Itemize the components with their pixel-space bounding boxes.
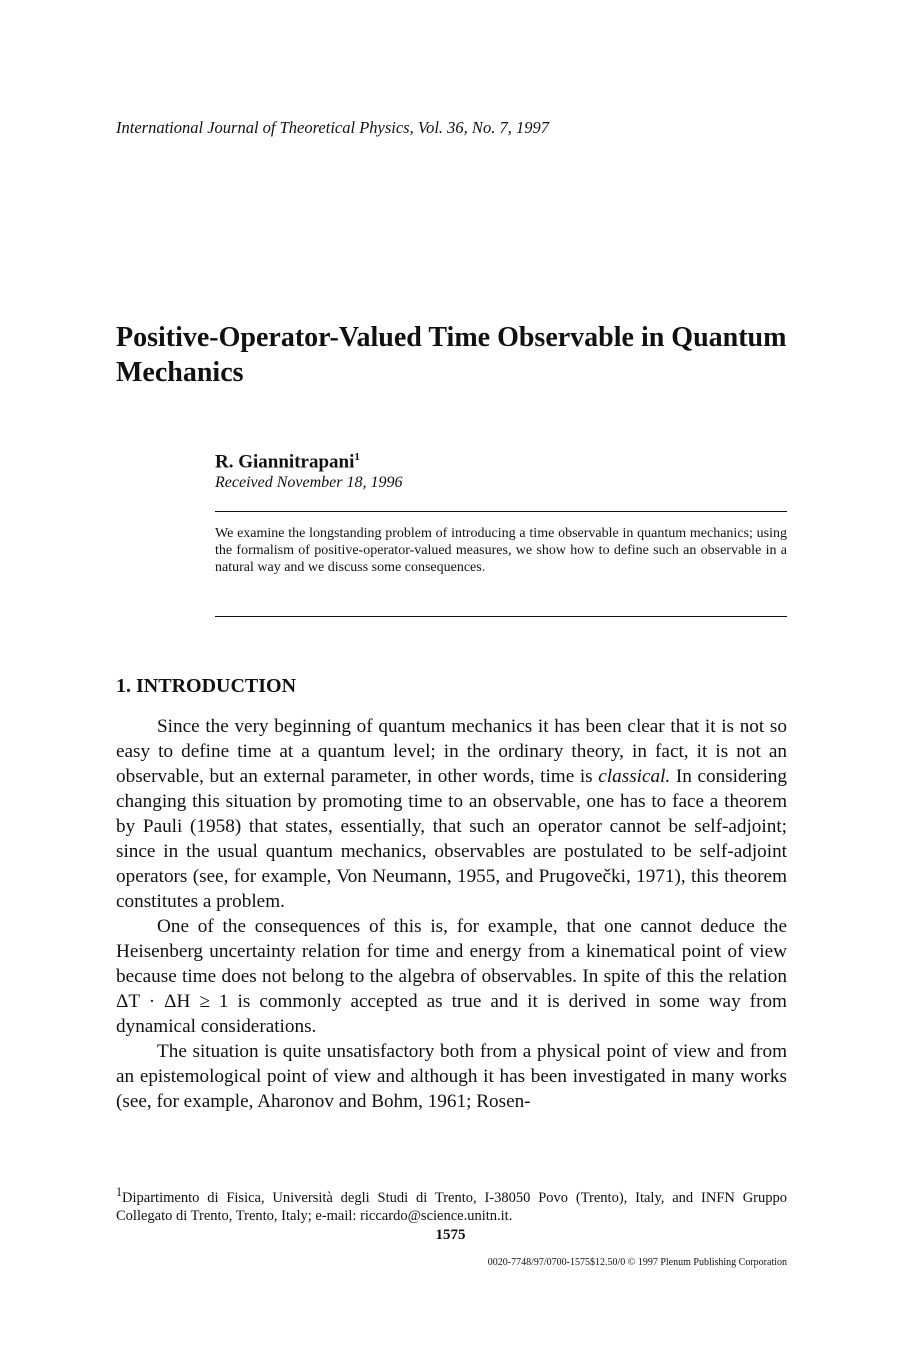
body-text bbox=[116, 714, 787, 1114]
emphasis-classical: classical. bbox=[598, 766, 671, 787]
received-date: Received November 18, 1996 bbox=[215, 474, 403, 491]
paragraph-1-text-b: In considering changing this situation by promoting time to an observable, one has to face a theorem by Pauli (1958) that states, essentially, that such an operator cannot be self-adjoint; since in the usual quantum mechanics, observables are postulated to be self-adjoint operators (see, for example, Von Neumann, 1955, and Prugovečki, 1971), this theorem constitutes a problem. bbox=[116, 766, 787, 912]
abstract-top-rule bbox=[215, 511, 787, 512]
paragraph-3: The situation is quite unsatisfactory both from a physical point of view and from an epistemological point of view and although it has been investigated in many works (see, for example, Aharonov and Bohm, 1961; Rosen- bbox=[116, 1041, 787, 1112]
paper-title: Positive-Operator-Valued Time Observable in Quantum Mechanics bbox=[116, 322, 787, 388]
footnote bbox=[116, 1183, 787, 1225]
page-number: 1575 bbox=[435, 1227, 466, 1243]
author-name: R. Giannitrapani bbox=[215, 451, 355, 473]
abstract: We examine the longstanding problem of introducing a time observable in quantum mechanics; using the formalism of positive-operator-valued measures, we show how to define such an observable in a natural way and we discuss some consequences. bbox=[215, 526, 787, 575]
journal-header: International Journal of Theoretical Physics, Vol. 36, No. 7, 1997 bbox=[116, 118, 549, 137]
paragraph-1 bbox=[116, 714, 787, 914]
paragraph-1-text-a: Since the very beginning of quantum mechanics it has been clear that it is not so easy to define time at a quantum level; in the ordinary theory, in fact, it is not an observable, but an external parameter, in other words, time is bbox=[116, 716, 787, 787]
copyright-line: 0020-7748/97/0700-1575$12.50/0 © 1997 Plenum Publishing Corporation bbox=[487, 1257, 787, 1268]
paragraph-2: One of the consequences of this is, for example, that one cannot deduce the Heisenberg uncertainty relation for time and energy from a kinematical point of view because time does not belong to the algebra of observables. In spite of this the relation ΔT · ΔH ≥ 1 is commonly accepted as true and it is derived in some way from dynamical considerations. bbox=[116, 916, 787, 1037]
author-line bbox=[215, 451, 360, 473]
section-heading: 1. INTRODUCTION bbox=[116, 675, 297, 697]
abstract-bottom-rule bbox=[215, 616, 787, 617]
footnote-text: Dipartimento di Fisica, Università degli Studi di Trento, I-38050 Povo (Trento), Italy, and INFN Gruppo Collegato di Trento, Trento, Italy; e-mail: riccardo@science.unitn.it. bbox=[116, 1189, 787, 1224]
author-footnote-mark: 1 bbox=[354, 451, 360, 463]
footnote-mark: 1 bbox=[116, 1185, 123, 1199]
